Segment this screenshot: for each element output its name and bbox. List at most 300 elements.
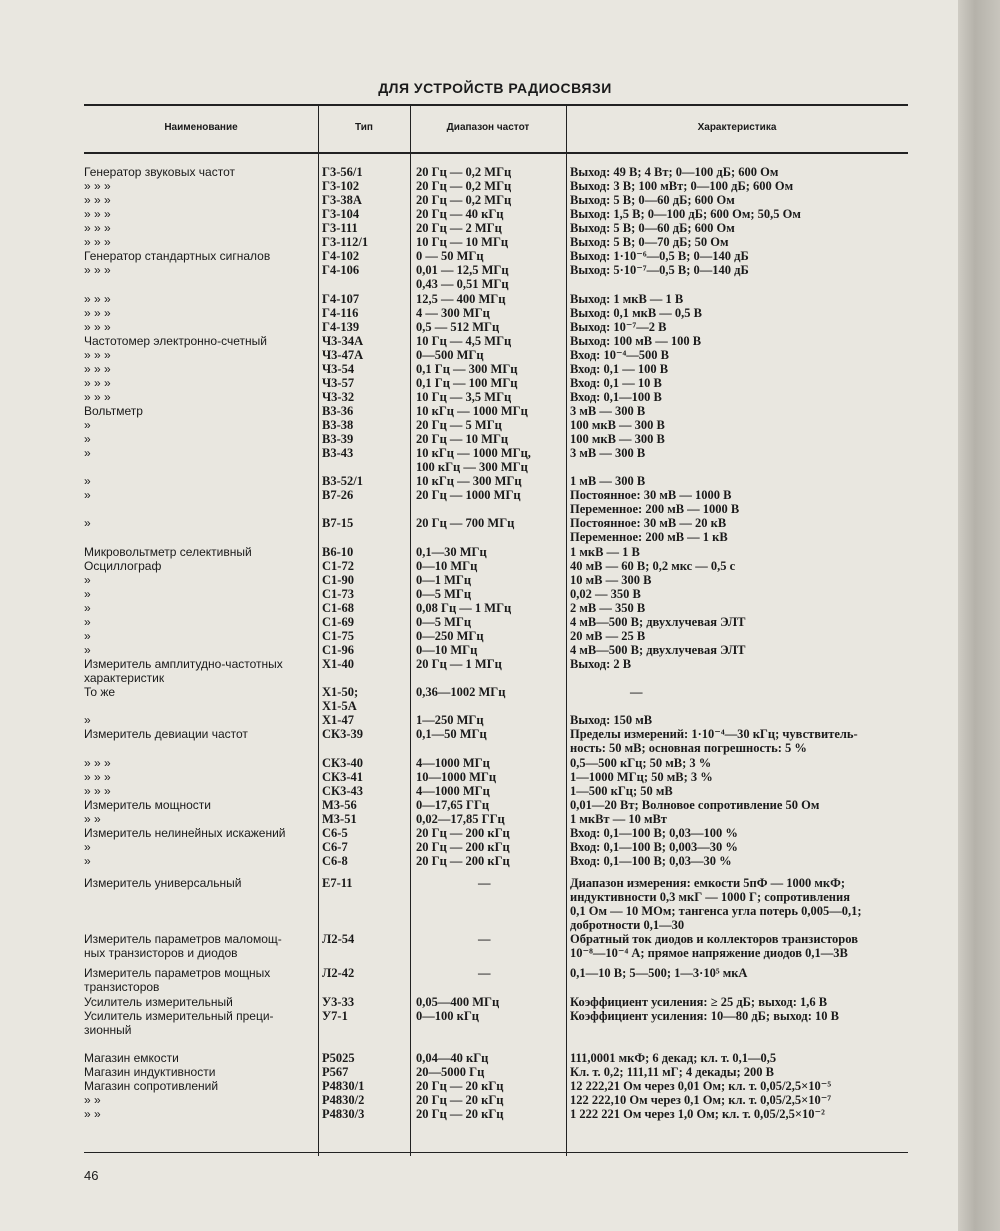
table-row — [0, 1094, 958, 1108]
cell-char: 122 222,10 Ом через 0,1 Ом; кл. т. 0,05/2,5×10⁻⁷ — [570, 1093, 832, 1107]
cell-name: » — [84, 854, 91, 868]
cell-range: 0,04—40 кГц — [416, 1051, 489, 1065]
cell-name: транзисторов — [84, 980, 160, 994]
header-name: Наименование — [164, 122, 238, 133]
cell-type: Г3-102 — [322, 179, 360, 193]
cell-char: Выход: 150 мВ — [570, 713, 653, 727]
cell-name: » — [84, 474, 91, 488]
cell-char: Выход: 49 В; 4 Вт; 0—100 дБ; 600 Ом — [570, 165, 779, 179]
cell-char: Вход: 0,1—100 В; 0,03—30 % — [570, 854, 732, 868]
table-row — [0, 208, 958, 222]
cell-name: Генератор стандартных сигналов — [84, 249, 271, 263]
cell-char: 100 мкВ — 300 В — [570, 432, 665, 446]
cell-name: » » » — [84, 263, 111, 277]
cell-char: 111,0001 мкФ; 6 декад; кл. т. 0,1—0,5 — [570, 1051, 777, 1065]
cell-type: Ч3-34А — [322, 334, 364, 348]
cell-name: Измеритель параметров маломощ- — [84, 932, 282, 946]
cell-char: 1—500 кГц; 50 мВ — [570, 784, 673, 798]
cell-range: 20 Гц — 20 кГц — [416, 1079, 504, 1093]
table-row — [0, 236, 958, 250]
cell-name: » » » — [84, 784, 111, 798]
cell-range: 10 кГц — 1000 МГц, — [416, 446, 531, 460]
table-row — [0, 1080, 958, 1094]
cell-type: Х1-40 — [322, 657, 354, 671]
cell-char: Выход: 1,5 В; 0—100 дБ; 600 Ом; 50,5 Ом — [570, 207, 801, 221]
cell-char: Выход: 3 В; 100 мВт; 0—100 дБ; 600 Ом — [570, 179, 794, 193]
cell-char: Вход: 0,1 — 100 В — [570, 362, 669, 376]
cell-name: » » » — [84, 390, 111, 404]
cell-range: 0,1—30 МГц — [416, 545, 487, 559]
table-row — [0, 1052, 958, 1066]
cell-char: 4 мВ—500 В; двухлучевая ЭЛТ — [570, 615, 746, 629]
table-row — [0, 933, 958, 947]
cell-char: 0,02 — 350 В — [570, 587, 641, 601]
cell-type: Ч3-47А — [322, 348, 364, 362]
cell-type: С1-73 — [322, 587, 354, 601]
table-row — [0, 489, 958, 503]
cell-range: 0—5 МГц — [416, 615, 472, 629]
cell-type: С1-90 — [322, 573, 354, 587]
cell-range: 0—250 МГц — [416, 629, 484, 643]
cell-char: Вход: 0,1—100 В; 0,03—100 % — [570, 826, 738, 840]
cell-type: Ч3-57 — [322, 376, 355, 390]
cell-type: СК3-41 — [322, 770, 364, 784]
cell-type: Л2-42 — [322, 966, 355, 980]
cell-name: » — [84, 601, 91, 615]
cell-char: Выход: 1·10⁻⁶—0,5 В; 0—140 дБ — [570, 249, 749, 263]
table-row — [0, 405, 958, 419]
cell-name: » — [84, 615, 91, 629]
footer-rule — [84, 1152, 908, 1153]
cell-range: 0—5 МГц — [416, 587, 472, 601]
page-number: 46 — [84, 1168, 99, 1183]
cell-range: 20 Гц — 40 кГц — [416, 207, 504, 221]
cell-char: Переменное: 200 мВ — 1000 В — [570, 502, 740, 516]
cell-type: С6-5 — [322, 826, 348, 840]
header-type: Тип — [355, 122, 373, 133]
table-row — [0, 517, 958, 531]
table-row — [0, 1010, 958, 1024]
cell-range: 0—500 МГц — [416, 348, 484, 362]
table-row — [0, 222, 958, 236]
cell-char: добротности 0,1—30 — [570, 918, 685, 932]
cell-type: Г4-116 — [322, 306, 359, 320]
table-row — [0, 616, 958, 630]
table-row — [0, 602, 958, 616]
table-row — [0, 503, 958, 517]
cell-name: » » » — [84, 179, 111, 193]
cell-range: 20 Гц — 700 МГц — [416, 516, 515, 530]
cell-range: 4—1000 МГц — [416, 784, 490, 798]
table-row — [0, 588, 958, 602]
cell-char: — — [630, 685, 643, 699]
cell-char: индуктивности 0,3 мкГ — 1000 Г; сопротивления — [570, 890, 850, 904]
cell-char: 1—1000 МГц; 50 мВ; 3 % — [570, 770, 713, 784]
cell-range: 0—100 кГц — [416, 1009, 479, 1023]
cell-type: Г4-107 — [322, 292, 360, 306]
table-row — [0, 728, 958, 742]
table-row — [0, 981, 958, 995]
table-row — [0, 194, 958, 208]
cell-range: — — [478, 932, 491, 946]
cell-range: 0,1 Гц — 100 МГц — [416, 376, 518, 390]
table-row — [0, 1066, 958, 1080]
cell-type: С1-72 — [322, 559, 354, 573]
cell-range: 10 Гц — 10 МГц — [416, 235, 509, 249]
cell-range: — — [478, 966, 491, 980]
cell-name: » » » — [84, 306, 111, 320]
cell-range: 0,01 — 12,5 МГц — [416, 263, 509, 277]
cell-name: ных транзисторов и диодов — [84, 946, 238, 960]
cell-char: 1 мкВ — 1 В — [570, 545, 640, 559]
cell-name: Усилитель измерительный преци- — [84, 1009, 274, 1023]
cell-range: 0,43 — 0,51 МГц — [416, 277, 509, 291]
book-spine-shadow — [958, 0, 1000, 1231]
cell-name: » — [84, 840, 91, 854]
table-row — [0, 771, 958, 785]
cell-name: » » » — [84, 235, 111, 249]
cell-range: 0,36—1002 МГц — [416, 685, 506, 699]
cell-range: 10 кГц — 1000 МГц — [416, 404, 528, 418]
header-range: Диапазон частот — [446, 122, 530, 133]
cell-char: Выход: 5 В; 0—60 дБ; 600 Ом — [570, 193, 735, 207]
cell-type: Г3-38А — [322, 193, 362, 207]
cell-range: 20—5000 Гц — [416, 1065, 485, 1079]
table-row — [0, 475, 958, 489]
cell-name: » » » — [84, 348, 111, 362]
cell-char: 3 мВ — 300 В — [570, 446, 646, 460]
cell-name: Измеритель амплитудно-частотных — [84, 657, 283, 671]
cell-name: » — [84, 629, 91, 643]
table-row — [0, 433, 958, 447]
cell-char: Выход: 10⁻⁷—2 В — [570, 320, 667, 334]
table-row — [0, 686, 958, 700]
cell-type: В3-43 — [322, 446, 354, 460]
table-row — [0, 250, 958, 264]
cell-type: Р4830/3 — [322, 1107, 365, 1121]
table-row — [0, 166, 958, 180]
cell-char: 0,01—20 Вт; Волновое сопротивление 50 Ом — [570, 798, 820, 812]
cell-char: 12 222,21 Ом через 0,01 Ом; кл. т. 0,05/2,5×10⁻⁵ — [570, 1079, 832, 1093]
cell-name: Магазин емкости — [84, 1051, 179, 1065]
cell-name: » » » — [84, 207, 111, 221]
cell-char: 2 мВ — 350 В — [570, 601, 646, 615]
table-row — [0, 877, 958, 891]
cell-char: Выход: 5 В; 0—70 дБ; 50 Ом — [570, 235, 729, 249]
cell-type: Г4-139 — [322, 320, 360, 334]
table-header-rule — [84, 152, 908, 154]
cell-type: В3-52/1 — [322, 474, 363, 488]
cell-range: 20 Гц — 200 кГц — [416, 826, 510, 840]
cell-char: Переменное: 200 мВ — 1 кВ — [570, 530, 728, 544]
table-row — [0, 905, 958, 919]
cell-char: Выход: 1 мкВ — 1 В — [570, 292, 684, 306]
cell-name: » — [84, 446, 91, 460]
table-row — [0, 363, 958, 377]
header-char: Характеристика — [697, 122, 777, 133]
cell-name: Осциллограф — [84, 559, 162, 573]
table-row — [0, 644, 958, 658]
cell-char: Выход: 100 мВ — 100 В — [570, 334, 702, 348]
cell-range: 10 кГц — 300 МГц — [416, 474, 522, 488]
cell-name: » » » — [84, 221, 111, 235]
cell-type: С6-8 — [322, 854, 348, 868]
cell-name: » — [84, 432, 91, 446]
cell-name: » — [84, 713, 91, 727]
table-row — [0, 799, 958, 813]
cell-char: Диапазон измерения: емкости 5пФ — 1000 мкФ; — [570, 876, 845, 890]
cell-type: Г3-56/1 — [322, 165, 363, 179]
cell-char: Выход: 2 В — [570, 657, 632, 671]
cell-char: 0,1 Ом — 10 МОм; тангенса угла потерь 0,005—0,1; — [570, 904, 862, 918]
cell-char: ность: 50 мВ; основная погрешность: 5 % — [570, 741, 807, 755]
table-row — [0, 919, 958, 933]
cell-type: Г3-111 — [322, 221, 358, 235]
cell-range: 4—1000 МГц — [416, 756, 490, 770]
table-row — [0, 742, 958, 756]
cell-range: 0—17,65 ГГц — [416, 798, 490, 812]
cell-name: » — [84, 573, 91, 587]
cell-type: СК3-39 — [322, 727, 364, 741]
table-row — [0, 293, 958, 307]
cell-type: В3-38 — [322, 418, 354, 432]
table-row — [0, 967, 958, 981]
cell-char: 1 222 221 Ом через 1,0 Ом; кл. т. 0,05/2,5×10⁻² — [570, 1107, 825, 1121]
cell-name: Усилитель измерительный — [84, 995, 233, 1009]
cell-name: Микровольтметр селективный — [84, 545, 252, 559]
cell-type: Х1-47 — [322, 713, 354, 727]
cell-range: 0—1 МГц — [416, 573, 472, 587]
cell-type: М3-56 — [322, 798, 357, 812]
table-row — [0, 391, 958, 405]
cell-range: 0,1—50 МГц — [416, 727, 487, 741]
cell-name: » — [84, 418, 91, 432]
table-row — [0, 574, 958, 588]
table-row — [0, 841, 958, 855]
table-row — [0, 891, 958, 905]
cell-char: 4 мВ—500 В; двухлучевая ЭЛТ — [570, 643, 746, 657]
cell-char: Выход: 5 В; 0—60 дБ; 600 Ом — [570, 221, 735, 235]
cell-type: Ч3-32 — [322, 390, 355, 404]
cell-name: Генератор звуковых частот — [84, 165, 235, 179]
cell-char: 10 мВ — 300 В — [570, 573, 652, 587]
table-row — [0, 419, 958, 433]
cell-type: СК3-40 — [322, 756, 364, 770]
cell-char: 20 мВ — 25 В — [570, 629, 646, 643]
table-row — [0, 996, 958, 1010]
cell-range: 20 Гц — 200 кГц — [416, 840, 510, 854]
table-row — [0, 714, 958, 728]
cell-char: Обратный ток диодов и коллекторов транзисторов — [570, 932, 858, 946]
table-row — [0, 700, 958, 714]
table-row — [0, 447, 958, 461]
cell-char: Вход: 10⁻⁴—500 В — [570, 348, 670, 362]
table-row — [0, 321, 958, 335]
cell-name: » » — [84, 812, 101, 826]
table-row — [0, 630, 958, 644]
cell-name: Магазин сопротивлений — [84, 1079, 219, 1093]
table-row — [0, 757, 958, 771]
table-row — [0, 307, 958, 321]
cell-range: 0,05—400 МГц — [416, 995, 500, 1009]
cell-name: » » » — [84, 292, 111, 306]
cell-type: В3-39 — [322, 432, 354, 446]
table-row — [0, 546, 958, 560]
cell-char: 100 мкВ — 300 В — [570, 418, 665, 432]
table-row — [0, 377, 958, 391]
cell-name: То же — [84, 685, 116, 699]
cell-range: — — [478, 876, 491, 890]
cell-char: 3 мВ — 300 В — [570, 404, 646, 418]
cell-range: 20 Гц — 0,2 МГц — [416, 193, 512, 207]
cell-range: 0,02—17,85 ГГц — [416, 812, 505, 826]
cell-range: 10 Гц — 4,5 МГц — [416, 334, 512, 348]
cell-char: Вход: 0,1 — 10 В — [570, 376, 662, 390]
cell-type: М3-51 — [322, 812, 357, 826]
cell-range: 0 — 50 МГц — [416, 249, 484, 263]
cell-type: С1-69 — [322, 615, 354, 629]
cell-type: С1-96 — [322, 643, 354, 657]
cell-type: В7-26 — [322, 488, 354, 502]
table-row — [0, 827, 958, 841]
cell-name: » — [84, 643, 91, 657]
cell-type: Л2-54 — [322, 932, 355, 946]
cell-char: Коэффициент усиления: 10—80 дБ; выход: 10 В — [570, 1009, 839, 1023]
table-row — [0, 1108, 958, 1122]
table-row — [0, 180, 958, 194]
cell-type: В6-10 — [322, 545, 354, 559]
cell-range: 20 Гц — 0,2 МГц — [416, 179, 512, 193]
table-top-rule — [84, 104, 908, 106]
cell-name: Измеритель мощности — [84, 798, 211, 812]
cell-type: В3-36 — [322, 404, 354, 418]
cell-char: Постоянное: 30 мВ — 1000 В — [570, 488, 732, 502]
cell-name: зионный — [84, 1023, 132, 1037]
cell-type: Е7-11 — [322, 876, 353, 890]
cell-name: Вольтметр — [84, 404, 143, 418]
cell-char: Выход: 5·10⁻⁷—0,5 В; 0—140 дБ — [570, 263, 749, 277]
table-row — [0, 785, 958, 799]
cell-type: СК3-43 — [322, 784, 364, 798]
cell-type: С1-75 — [322, 629, 354, 643]
cell-name: » — [84, 516, 91, 530]
cell-char: Пределы измерений: 1·10⁻⁴—30 кГц; чувствитель- — [570, 727, 858, 741]
cell-range: 20 Гц — 1000 МГц — [416, 488, 521, 502]
cell-name: » » » — [84, 376, 111, 390]
cell-name: Магазин индуктивности — [84, 1065, 216, 1079]
table-row — [0, 461, 958, 475]
cell-type: С1-68 — [322, 601, 354, 615]
cell-type: В7-15 — [322, 516, 354, 530]
cell-range: 100 кГц — 300 МГц — [416, 460, 528, 474]
cell-range: 20 Гц — 20 кГц — [416, 1107, 504, 1121]
table-row — [0, 672, 958, 686]
cell-type: Ч3-54 — [322, 362, 355, 376]
cell-type: Р567 — [322, 1065, 349, 1079]
table-row — [0, 278, 958, 292]
table-row — [0, 855, 958, 869]
cell-char: 10⁻⁸—10⁻⁴ А; прямое напряжение диодов 0,1—3В — [570, 946, 848, 960]
table-row — [0, 335, 958, 349]
page-title: ДЛЯ УСТРОЙСТВ РАДИОСВЯЗИ — [378, 80, 612, 96]
cell-name: Измеритель параметров мощных — [84, 966, 271, 980]
table-row — [0, 947, 958, 961]
cell-char: Постоянное: 30 мВ — 20 кВ — [570, 516, 727, 530]
cell-type: Р5025 — [322, 1051, 355, 1065]
cell-range: 20 Гц — 200 кГц — [416, 854, 510, 868]
cell-name: » » » — [84, 193, 111, 207]
cell-char: 1 мкВт — 10 мВт — [570, 812, 667, 826]
cell-name: Измеритель нелинейных искажений — [84, 826, 286, 840]
cell-name: Измеритель универсальный — [84, 876, 242, 890]
cell-range: 20 Гц — 10 МГц — [416, 432, 509, 446]
cell-type: У3-33 — [322, 995, 355, 1009]
cell-name: » — [84, 488, 91, 502]
cell-char: 0,5—500 кГц; 50 мВ; 3 % — [570, 756, 712, 770]
cell-range: 20 Гц — 0,2 МГц — [416, 165, 512, 179]
cell-char: Кл. т. 0,2; 111,11 мГ; 4 декады; 200 В — [570, 1065, 774, 1079]
cell-range: 10—1000 МГц — [416, 770, 497, 784]
cell-type: У7-1 — [322, 1009, 348, 1023]
cell-type: Р4830/1 — [322, 1079, 365, 1093]
cell-range: 0,5 — 512 МГц — [416, 320, 500, 334]
table-row — [0, 1024, 958, 1038]
cell-range: 0—10 МГц — [416, 559, 478, 573]
cell-range: 0,08 Гц — 1 МГц — [416, 601, 512, 615]
cell-name: Измеритель девиации частот — [84, 727, 248, 741]
cell-range: 1—250 МГц — [416, 713, 484, 727]
cell-type: Р4830/2 — [322, 1093, 365, 1107]
cell-name: » » — [84, 1107, 101, 1121]
cell-name: характеристик — [84, 671, 165, 685]
table-row — [0, 658, 958, 672]
cell-range: 20 Гц — 20 кГц — [416, 1093, 504, 1107]
cell-type: Х1-50; — [322, 685, 359, 699]
cell-range: 20 Гц — 1 МГц — [416, 657, 502, 671]
cell-range: 10 Гц — 3,5 МГц — [416, 390, 512, 404]
cell-char: Коэффициент усиления: ≥ 25 дБ; выход: 1,6 В — [570, 995, 828, 1009]
cell-type: Г3-104 — [322, 207, 360, 221]
table-row — [0, 813, 958, 827]
cell-range: 12,5 — 400 МГц — [416, 292, 506, 306]
table-row — [0, 264, 958, 278]
cell-range: 20 Гц — 5 МГц — [416, 418, 502, 432]
cell-char: 1 мВ — 300 В — [570, 474, 646, 488]
cell-range: 0—10 МГц — [416, 643, 478, 657]
cell-type: Г4-102 — [322, 249, 360, 263]
cell-name: » — [84, 587, 91, 601]
cell-char: 40 мВ — 60 В; 0,2 мкс — 0,5 с — [570, 559, 736, 573]
cell-name: » » » — [84, 770, 111, 784]
table-row — [0, 531, 958, 545]
cell-range: 0,1 Гц — 300 МГц — [416, 362, 518, 376]
table-row — [0, 560, 958, 574]
cell-name: » » » — [84, 362, 111, 376]
cell-type: С6-7 — [322, 840, 348, 854]
cell-name: » » » — [84, 320, 111, 334]
cell-char: Вход: 0,1—100 В; 0,003—30 % — [570, 840, 738, 854]
cell-range: 4 — 300 МГц — [416, 306, 490, 320]
cell-name: » » » — [84, 756, 111, 770]
table-row — [0, 349, 958, 363]
cell-type: Х1-5А — [322, 699, 357, 713]
cell-char: Вход: 0,1—100 В — [570, 390, 662, 404]
cell-type: Г4-106 — [322, 263, 360, 277]
cell-name: Частотомер электронно-счетный — [84, 334, 267, 348]
cell-range: 20 Гц — 2 МГц — [416, 221, 502, 235]
cell-name: » » — [84, 1093, 101, 1107]
cell-type: Г3-112/1 — [322, 235, 369, 249]
